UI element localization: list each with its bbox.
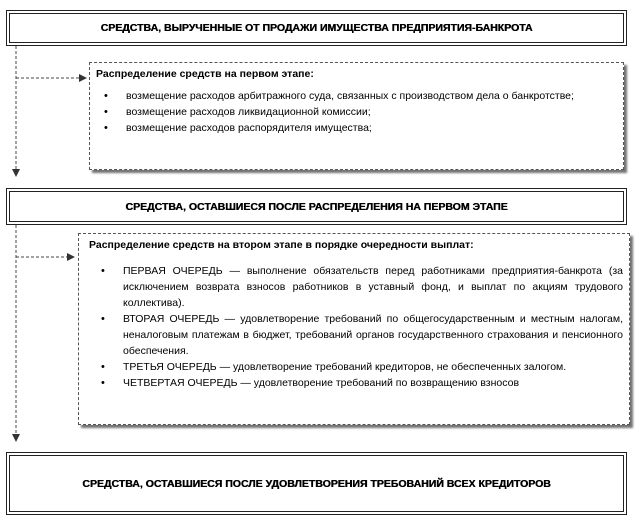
stage2-item-third-priority: • ТРЕТЬЯ ОЧЕРЕДЬ — удовлетворение требований кредиторов, не обеспеченных залогом. — [111, 359, 623, 375]
stage2-item-second-priority: • ВТОРАЯ ОЧЕРЕДЬ — удовлетворение требований по общегосударственным и местным налогам, неналоговым платежам в бюджет, требований органов государственного страхования и пенсионного обеспечения. — [111, 311, 623, 359]
stage1-distribution-box — [89, 62, 624, 170]
stage2-item-first-priority: • ПЕРВАЯ ОЧЕРЕДЬ — выполнение обязательств перед работниками предприятия-банкрота (за исключением возврата взносов работников в уставный фонд, и выплат по акциям трудового коллектива). — [111, 263, 623, 311]
box-funds-after-stage1 — [6, 188, 627, 225]
stage1-heading: Распределение средств на первом этапе: — [96, 68, 314, 80]
stage1-list — [96, 88, 615, 136]
box-funds-after-all-creditors — [6, 452, 627, 515]
stage2-item-fourth-priority: • ЧЕТВЕРТАЯ ОЧЕРЕДЬ — удовлетворение требований по возвращению взносов — [111, 375, 623, 391]
box-funds-from-sale — [6, 10, 627, 46]
stage1-item-3: • возмещение расходов распорядителя имущества; — [114, 120, 615, 136]
box-funds-after-stage1-title: СРЕДСТВА, ОСТАВШИЕСЯ ПОСЛЕ РАСПРЕДЕЛЕНИЯ НА ПЕРВОМ ЭТАПЕ — [125, 200, 508, 213]
stage2-distribution-box — [78, 233, 630, 425]
box-funds-after-all-creditors-title: СРЕДСТВА, ОСТАВШИЕСЯ ПОСЛЕ УДОВЛЕТВОРЕНИЯ ТРЕБОВАНИЙ ВСЕХ КРЕДИТОРОВ — [82, 477, 551, 490]
stage1-item-2: • возмещение расходов ликвидационной комиссии; — [114, 104, 615, 120]
stage2-heading: Распределение средств на втором этапе в порядке очередности выплат: — [89, 239, 474, 251]
stage2-list — [89, 263, 623, 391]
stage1-item-1: • возмещение расходов арбитражного суда, связанных с производством дела о банкротстве; — [114, 88, 615, 104]
box-funds-from-sale-title: СРЕДСТВА, ВЫРУЧЕННЫЕ ОТ ПРОДАЖИ ИМУЩЕСТВА ПРЕДПРИЯТИЯ-БАНКРОТА — [100, 22, 533, 34]
